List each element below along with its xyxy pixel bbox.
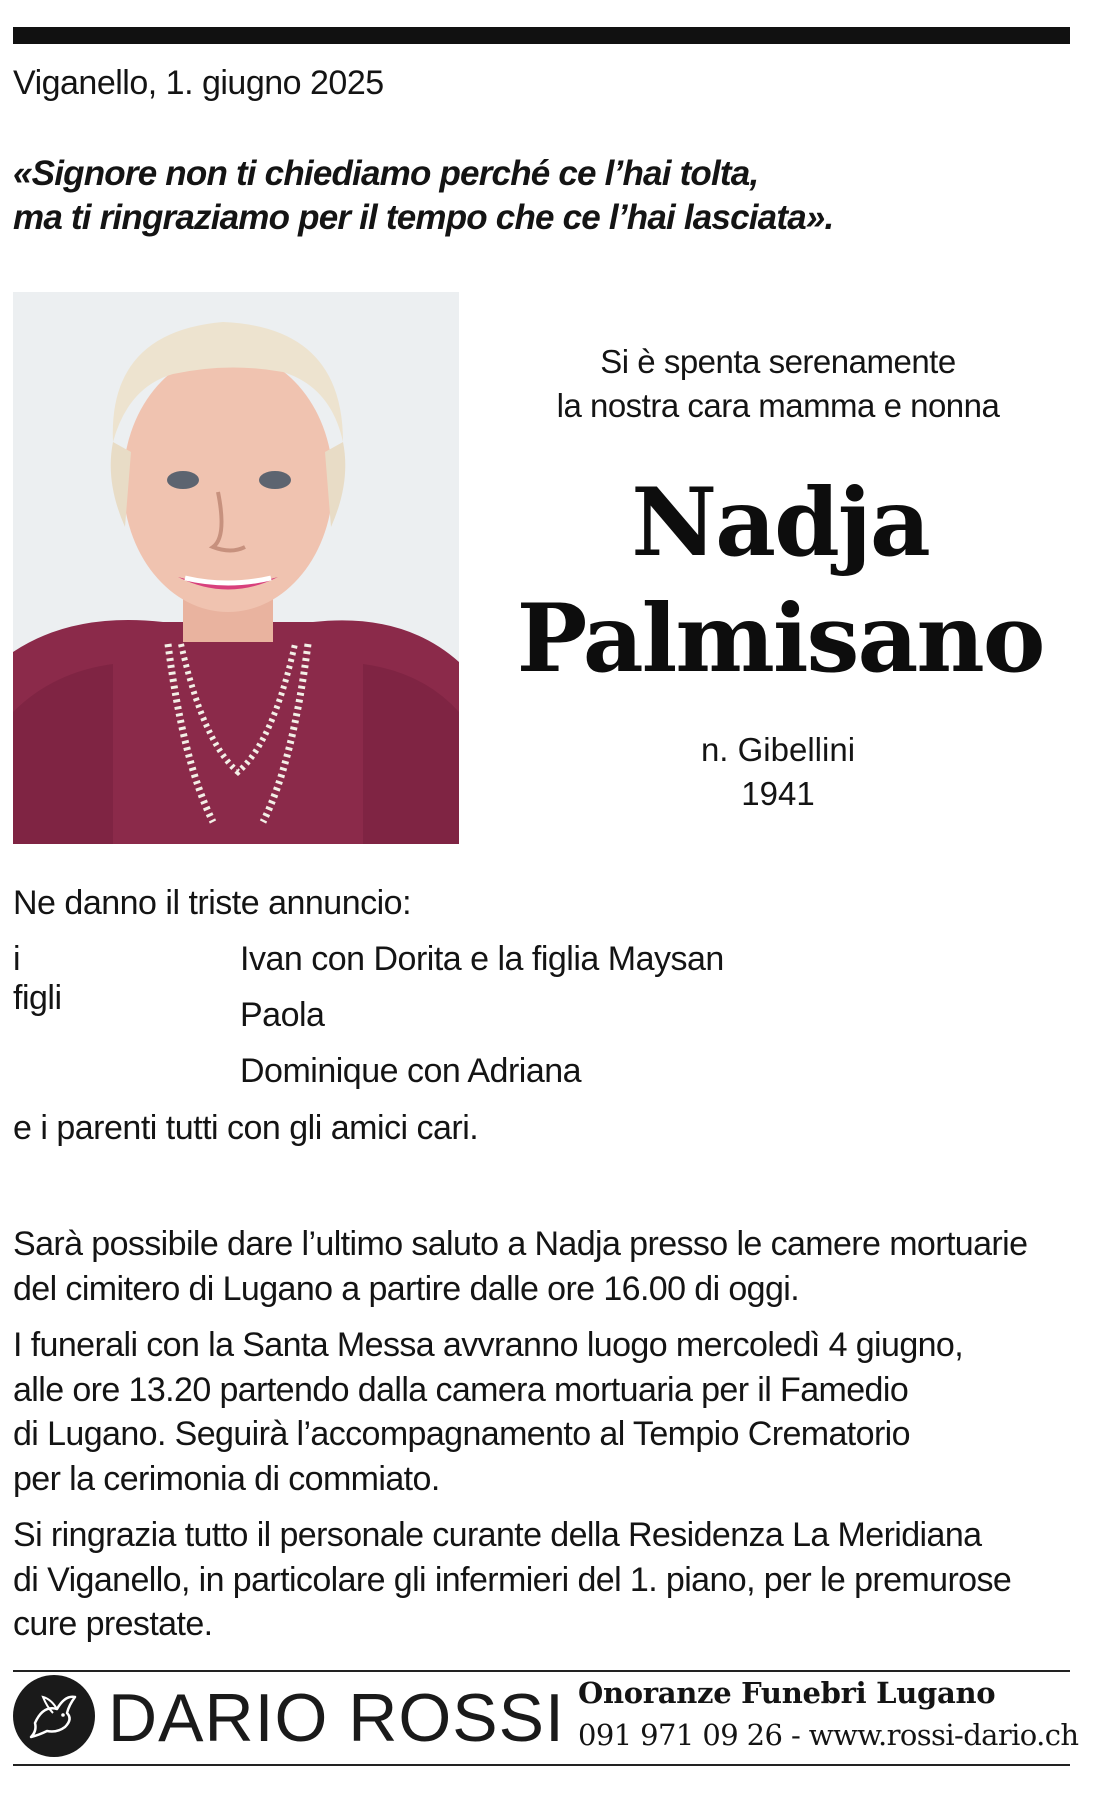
- quote-line: «Signore non ti chiediamo perché ce l’hai tolta,: [13, 154, 759, 193]
- intro-line: Si è spenta serenamente: [600, 343, 956, 380]
- dove-icon: [13, 1675, 95, 1757]
- birth-year: 1941: [741, 775, 815, 812]
- child-name: Paola: [240, 996, 325, 1034]
- first-name: Nadja: [631, 468, 929, 578]
- children-label: i figli: [13, 940, 62, 1017]
- last-name: Palmisano: [516, 584, 1044, 694]
- intro-line: la nostra cara mamma e nonna: [556, 387, 1000, 424]
- deceased-name: [470, 465, 1090, 697]
- funeral-details: [13, 1222, 1078, 1659]
- place-date: Viganello, 1. giugno 2025: [13, 64, 384, 102]
- intro-text: [478, 340, 1078, 428]
- text-line: I funerali con la Santa Messa avvranno luogo mercoledì 4 giugno,: [13, 1326, 964, 1364]
- portrait-photo: [13, 292, 459, 844]
- quote: [13, 152, 833, 240]
- relatives-line: e i parenti tutti con gli amici cari.: [13, 1109, 479, 1147]
- dove-icon-svg: [13, 1675, 95, 1757]
- portrait-photo-icon: [13, 292, 459, 844]
- child-name: Ivan con Dorita e la figlia Maysan: [240, 940, 724, 978]
- text-line: Si ringrazia tutto il personale curante della Residenza La Meridiana: [13, 1516, 982, 1554]
- company-name: DARIO ROSSI: [108, 1680, 565, 1756]
- text-line: di Lugano. Seguirà l’accompagnamento al Tempio Crematorio: [13, 1415, 910, 1453]
- text-line: per la cerimonia di commiato.: [13, 1459, 440, 1498]
- text-line: di Viganello, in particolare gli infermieri del 1. piano, per le premurose: [13, 1560, 1012, 1599]
- firm-contact: 091 971 09 26 - www.rossi-dario.ch: [578, 1718, 1079, 1752]
- text-line: alle ore 13.20 partendo dalla camera mortuaria per il Famedio: [13, 1370, 909, 1409]
- thanks-paragraph: [13, 1513, 1078, 1647]
- announcement-heading: Ne danno il triste annuncio:: [13, 884, 412, 922]
- firm-title: Onoranze Funebri Lugano: [578, 1676, 996, 1710]
- top-rule: [13, 27, 1070, 44]
- child-name: Dominique con Adriana: [240, 1052, 582, 1090]
- text-line: cure prestate.: [13, 1605, 213, 1643]
- birth-info: [478, 728, 1078, 816]
- quote-line: ma ti ringraziamo per il tempo che ce l’hai lasciata».: [13, 198, 834, 237]
- text-line: Sarà possibile dare l’ultimo saluto a Nadja presso le camere mortuarie: [13, 1225, 1028, 1263]
- footer-rule-bottom: [13, 1764, 1070, 1766]
- funeral-paragraph: [13, 1323, 1078, 1501]
- footer-rule-top: [13, 1670, 1070, 1672]
- maiden-name: n. Gibellini: [700, 731, 856, 768]
- visitation-paragraph: [13, 1222, 1078, 1311]
- text-line: del cimitero di Lugano a partire dalle ore 16.00 di oggi.: [13, 1269, 800, 1308]
